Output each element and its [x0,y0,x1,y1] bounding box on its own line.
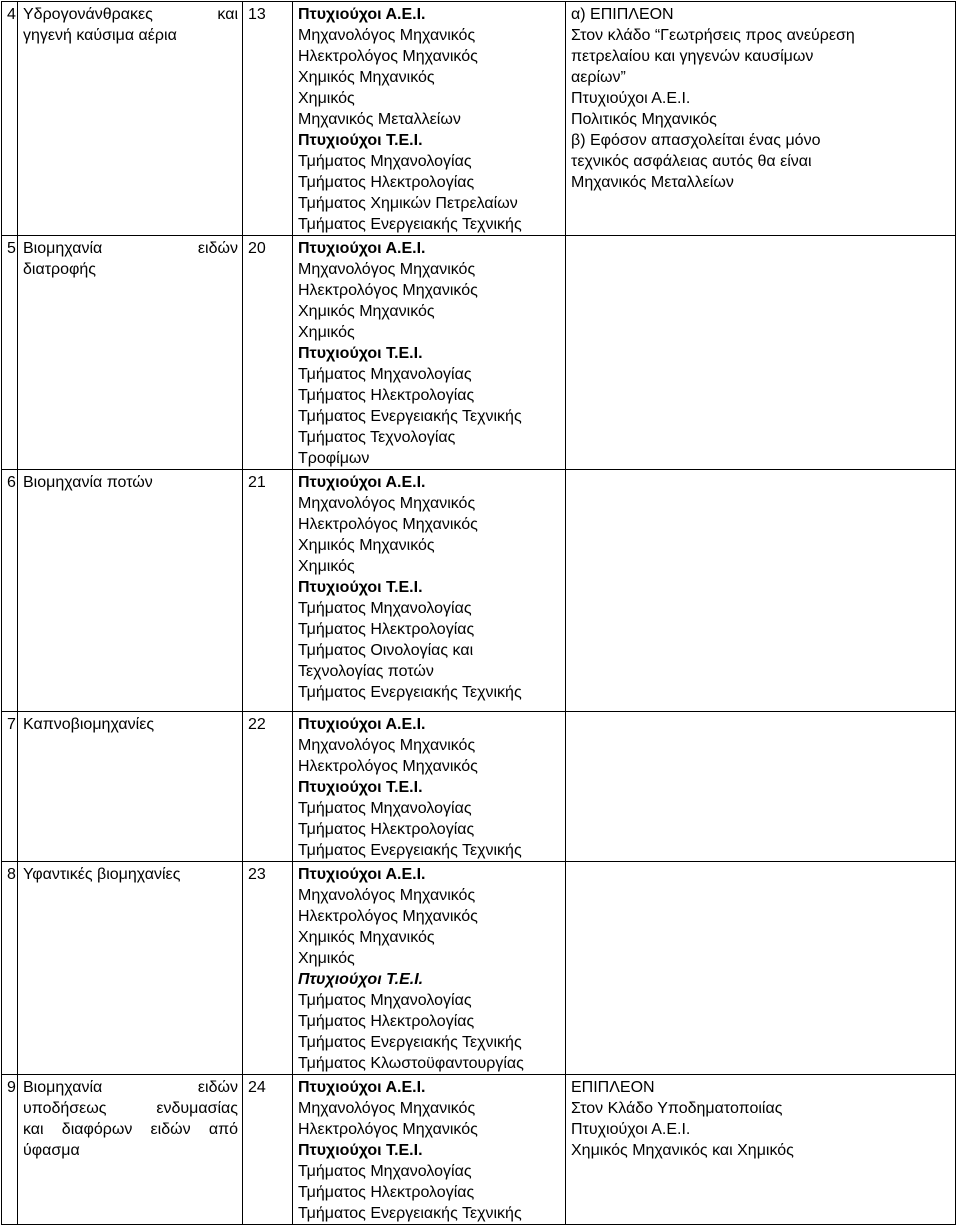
notes-cell [566,470,956,712]
row-number-cell: 7 [2,712,18,862]
degree-heading: Πτυχιούχοι Α.Ε.Ι. [298,1079,426,1096]
degree-item: Μηχανολόγος Μηχανικός [298,737,476,754]
degrees-cell [293,236,566,470]
degree-heading: Πτυχιούχοι Τ.Ε.Ι. [298,579,423,596]
degree-item: Μηχανολόγος Μηχανικός [298,1100,476,1117]
code-cell: 24 [243,1075,293,1225]
table-body [2,2,956,1225]
sector-cell [18,1075,243,1225]
degree-item: Τμήματος Μηχανολογίας [298,992,472,1009]
degree-item: Τμήματος Μηχανολογίας [298,153,472,170]
degree-item: Μηχανολόγος Μηχανικός [298,261,476,278]
degree-item: Τμήματος Μηχανολογίας [298,800,472,817]
degrees-cell [293,2,566,236]
row-number-cell: 6 [2,470,18,712]
industry-safety-table [1,1,956,1225]
degree-item: Τμήματος Ηλεκτρολογίας [298,1013,475,1030]
degree-heading: Πτυχιούχοι Τ.Ε.Ι. [298,1142,423,1159]
degree-item: Τμήματος Ηλεκτρολογίας [298,821,475,838]
degree-item: Τμήματος Ηλεκτρολογίας [298,1184,475,1201]
table-row [2,1075,956,1225]
degree-item: Μηχανολόγος Μηχανικός [298,27,476,44]
note-line: Μηχανικός Μεταλλείων [571,174,734,191]
notes-cell [566,236,956,470]
note-line: Πολιτικός Μηχανικός [571,111,717,128]
sector-text: Υφαντικές βιομηχανίες [23,866,181,883]
degree-item: Τμήματος Ηλεκτρολογίας [298,387,475,404]
degree-item: Τμήματος Τεχνολογίας [298,429,456,446]
degree-item: Τμήματος Μηχανολογίας [298,1163,472,1180]
degree-item: Τμήματος Χημικών Πετρελαίων [298,195,518,212]
degree-item: Τμήματος Ενεργειακής Τεχνικής [298,684,522,701]
degree-item: Χημικός Μηχανικός [298,929,435,946]
degree-item: Τμήματος Ενεργειακής Τεχνικής [298,1205,522,1222]
note-line: α) ΕΠΙΠΛΕΟΝ [571,6,674,23]
degree-item: Ηλεκτρολόγος Μηχανικός [298,516,478,533]
sector-cell [18,236,243,470]
code-cell: 23 [243,862,293,1075]
table-row [2,470,956,712]
code-cell: 13 [243,2,293,236]
degree-item: Μηχανικός Μεταλλείων [298,111,461,128]
degree-item: Ηλεκτρολόγος Μηχανικός [298,282,478,299]
table-row [2,712,956,862]
table-row [2,862,956,1075]
degrees-cell [293,712,566,862]
notes-cell [566,2,956,236]
sector-text: Βιομηχανία ειδών [23,240,238,257]
degree-item: Τμήματος Μηχανολογίας [298,600,472,617]
sector-text: διατροφής [23,261,97,278]
degree-item: Ηλεκτρολόγος Μηχανικός [298,1121,478,1138]
note-line: Χημικός Μηχανικός και Χημικός [571,1142,794,1159]
degree-item: Τμήματος Ενεργειακής Τεχνικής [298,1034,522,1051]
row-number-cell: 5 [2,236,18,470]
sector-cell [18,712,243,862]
table-row [2,2,956,236]
degrees-cell [293,862,566,1075]
notes-cell [566,712,956,862]
degree-item: Χημικός Μηχανικός [298,303,435,320]
degree-item: Ηλεκτρολόγος Μηχανικός [298,908,478,925]
sector-text: υποδήσεως ενδυμασίας [23,1100,238,1117]
row-number-cell: 4 [2,2,18,236]
degree-item: Τμήματος Οινολογίας και [298,642,474,659]
degree-item: Χημικός Μηχανικός [298,537,435,554]
code-cell: 22 [243,712,293,862]
sector-text: γηγενή καύσιμα αέρια [23,27,177,44]
sector-cell [18,2,243,236]
note-line: πετρελαίου και γηγενών καυσίμων [571,48,814,65]
degree-heading: Πτυχιούχοι Α.Ε.Ι. [298,866,426,883]
row-number-cell: 9 [2,1075,18,1225]
note-line: β) Εφόσον απασχολείται ένας μόνο [571,132,821,149]
degrees-cell [293,1075,566,1225]
degree-item: Χημικός [298,950,355,967]
degree-item: Ηλεκτρολόγος Μηχανικός [298,758,478,775]
degree-item: Μηχανολόγος Μηχανικός [298,887,476,904]
degree-heading: Πτυχιούχοι Τ.Ε.Ι. [298,779,423,796]
degree-item: Τμήματος Ηλεκτρολογίας [298,621,475,638]
notes-cell [566,1075,956,1225]
sector-cell [18,862,243,1075]
degree-item: Χημικός Μηχανικός [298,69,435,86]
sector-text: και διαφόρων ειδών από [23,1121,238,1138]
sector-text: Καπνοβιομηχανίες [23,716,155,733]
note-line: Στον κλάδο “Γεωτρήσεις προς ανεύρεση [571,27,855,44]
degree-item: Τμήματος Ενεργειακής Τεχνικής [298,408,522,425]
notes-cell [566,862,956,1075]
degree-item: Τμήματος Μηχανολογίας [298,366,472,383]
degree-item: Χημικός [298,558,355,575]
row-number-cell: 8 [2,862,18,1075]
note-line: τεχνικός ασφάλειας αυτός θα είναι [571,153,812,170]
sector-text: ύφασμα [23,1142,80,1159]
note-line: ΕΠΙΠΛΕΟΝ [571,1079,655,1096]
degree-item: Χημικός [298,90,355,107]
table-row [2,236,956,470]
sector-text: Υδρογονάνθρακες και [23,6,238,23]
note-line: Στον Κλάδο Υποδηματοποιίας [571,1100,783,1117]
degree-heading: Πτυχιούχοι Α.Ε.Ι. [298,240,426,257]
degree-heading: Πτυχιούχοι Α.Ε.Ι. [298,716,426,733]
degree-item: Χημικός [298,324,355,341]
degree-item: Τροφίμων [298,450,370,467]
degree-item: Τμήματος Ενεργειακής Τεχνικής [298,216,522,233]
degree-heading: Πτυχιούχοι Τ.Ε.Ι. [298,971,424,988]
sector-cell [18,470,243,712]
degree-item: Μηχανολόγος Μηχανικός [298,495,476,512]
degree-item: Ηλεκτρολόγος Μηχανικός [298,48,478,65]
sector-text: Βιομηχανία ποτών [23,474,153,491]
degree-item: Τεχνολογίας ποτών [298,663,434,680]
sector-text: Βιομηχανία ειδών [23,1079,238,1096]
degree-heading: Πτυχιούχοι Τ.Ε.Ι. [298,132,423,149]
degree-heading: Πτυχιούχοι Α.Ε.Ι. [298,474,426,491]
degree-heading: Πτυχιούχοι Τ.Ε.Ι. [298,345,423,362]
degree-item: Τμήματος Κλωστοϋφαντουργίας [298,1055,524,1072]
degree-heading: Πτυχιούχοι Α.Ε.Ι. [298,6,426,23]
code-cell: 20 [243,236,293,470]
degree-item: Τμήματος Ενεργειακής Τεχνικής [298,842,522,859]
degrees-cell [293,470,566,712]
note-line: Πτυχιούχοι Α.Ε.Ι. [571,1121,691,1138]
note-line: αερίων” [571,69,626,86]
note-line: Πτυχιούχοι Α.Ε.Ι. [571,90,691,107]
degree-item: Τμήματος Ηλεκτρολογίας [298,174,475,191]
code-cell: 21 [243,470,293,712]
